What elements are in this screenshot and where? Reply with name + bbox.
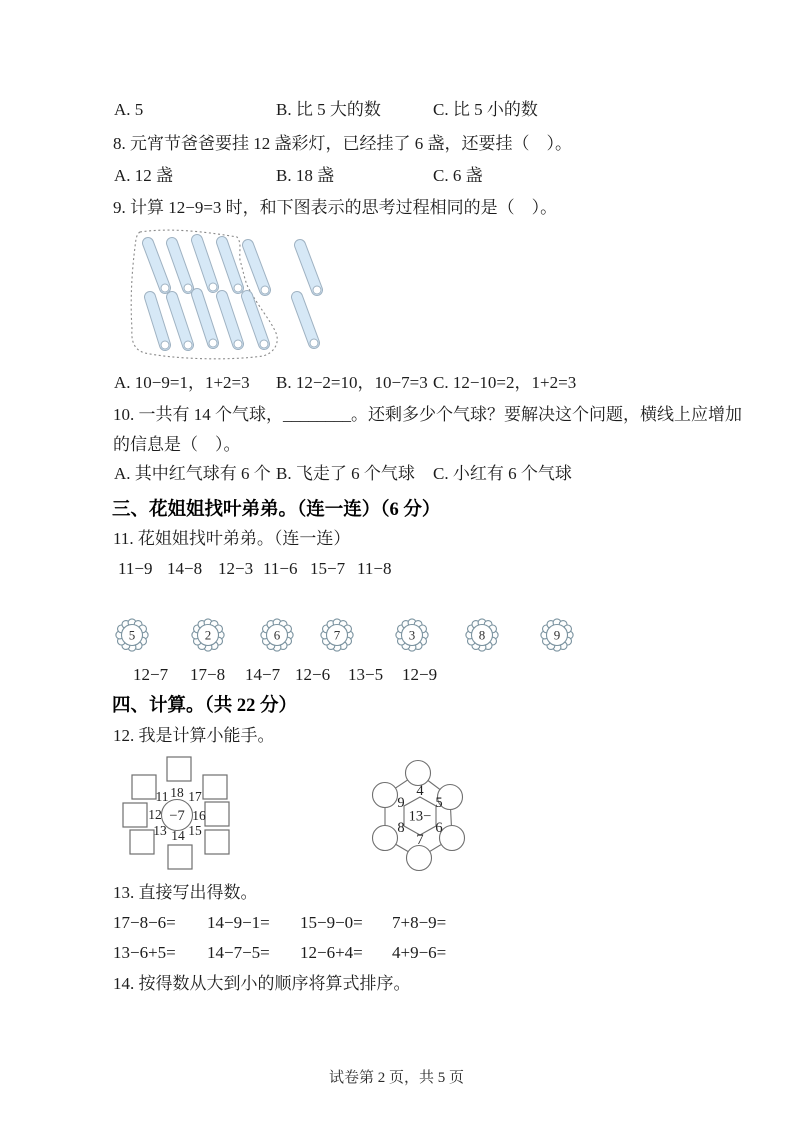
thirteen-minus-hexagon-diagram [372, 750, 472, 872]
answer-box [130, 830, 154, 854]
flower-number: 6 [273, 627, 281, 643]
question-12-stem: 12. 我是计算小能手。 [113, 726, 275, 745]
flower-icon [190, 617, 226, 653]
option-a: A. 10−9=1，1+2=3 [114, 373, 250, 392]
question-7-options [114, 99, 538, 121]
answer-box [123, 803, 147, 827]
question-13-row2 [113, 942, 446, 964]
flower-number: 3 [408, 627, 416, 643]
wheel-number: 11 [155, 789, 169, 804]
expression: 11−9 [118, 559, 153, 578]
wheel-number: 17 [188, 789, 202, 804]
expression: 12−6 [295, 665, 331, 684]
option-b: B. 12−2=10，10−7=3 [276, 373, 428, 392]
expression: 11−6 [263, 559, 298, 578]
question-8-options [114, 165, 483, 187]
expression: 11−8 [357, 559, 392, 578]
hexagon-number: 8 [397, 820, 405, 836]
expression: 7+8−9= [392, 913, 447, 932]
question-11-stem: 11. 花姐姐找叶弟弟。（连一连） [113, 529, 351, 548]
flower-icon [259, 617, 295, 653]
answer-box [132, 775, 156, 799]
expression: 12−3 [218, 559, 254, 578]
hexagon-number: 9 [397, 795, 405, 811]
expression: 14−7−5= [207, 943, 270, 962]
expression: 13−6+5= [113, 943, 176, 962]
option-b: B. 飞走了 6 个气球 [276, 464, 415, 483]
expression: 14−7 [245, 665, 281, 684]
answer-box [203, 775, 227, 799]
expression: 14−8 [167, 559, 203, 578]
answer-circle [440, 826, 465, 851]
wheel-number: 12 [148, 807, 162, 822]
question-14-stem: 14. 按得数从大到小的顺序将算式排序。 [113, 974, 411, 993]
hexagon-number: 7 [416, 832, 424, 848]
flower-icon [394, 617, 430, 653]
flower-number: 7 [333, 627, 341, 643]
flower-icon [464, 617, 500, 653]
answer-circle [407, 846, 432, 871]
wheel-number: 14 [171, 828, 185, 843]
counting-sticks-figure [103, 226, 343, 366]
minus-seven-wheel-diagram [115, 753, 250, 875]
answer-circle [373, 783, 398, 808]
question-8-stem: 8. 元宵节爸爸要挂 12 盏彩灯，已经挂了 6 盏，还要挂（ ）。 [113, 134, 572, 153]
section-4-title: 四、计算。（共 22 分） [112, 696, 298, 716]
expression: 4+9−6= [392, 943, 447, 962]
page-footer: 试卷第 2 页，共 5 页 [328, 1070, 464, 1086]
hexagon-number: 5 [435, 795, 443, 811]
wheel-number: 13 [153, 823, 167, 838]
flower-icon [319, 617, 355, 653]
option-b: B. 比 5 大的数 [276, 100, 381, 119]
question-9-options [114, 372, 576, 394]
question-11-top-expressions [118, 558, 391, 580]
hexagon-number: 6 [435, 820, 443, 836]
question-10-stem-line1: 10. 一共有 14 个气球，________。还剩多少个气球？要解决这个问题，横线上应增加 [113, 405, 742, 424]
answer-box [205, 802, 229, 826]
expression: 14−9−1= [207, 913, 270, 932]
answer-box [168, 845, 192, 869]
flower-icon [114, 617, 150, 653]
wheel-number: 18 [170, 785, 184, 800]
question-9-stem: 9. 计算 12−9=3 时，和下图表示的思考过程相同的是（ ）。 [113, 198, 558, 217]
expression: 13−5 [348, 665, 384, 684]
option-a: A. 5 [114, 100, 144, 119]
expression: 12−7 [133, 665, 169, 684]
expression: 15−7 [310, 559, 346, 578]
wheel-number: 15 [188, 823, 202, 838]
option-c: C. 比 5 小的数 [433, 100, 538, 119]
flower-icon [539, 617, 575, 653]
question-13-row1 [113, 912, 446, 934]
flower-number: 9 [553, 627, 561, 643]
expression: 12−9 [402, 665, 438, 684]
option-a: A. 12 盏 [114, 166, 174, 185]
wheel-number: 16 [192, 808, 206, 823]
option-c: C. 6 盏 [433, 166, 483, 185]
flower-number: 2 [204, 627, 212, 643]
expression: 12−6+4= [300, 943, 363, 962]
wheel-operation: −7 [169, 808, 185, 824]
stick-icons [148, 240, 321, 349]
question-10-stem-line2: 的信息是（ ）。 [113, 435, 241, 454]
hexagon-number: 4 [416, 783, 424, 799]
question-13-stem: 13. 直接写出得数。 [113, 883, 258, 902]
expression: 17−8 [190, 665, 226, 684]
hexagon-operation: 13− [408, 808, 432, 825]
answer-box [167, 757, 191, 781]
option-c: C. 小红有 6 个气球 [433, 464, 572, 483]
answer-circle [373, 826, 398, 851]
flower-number: 8 [478, 627, 486, 643]
expression: 15−9−0= [300, 913, 363, 932]
option-b: B. 18 盏 [276, 166, 335, 185]
section-3-title: 三、花姐姐找叶弟弟。（连一连）（6 分） [112, 500, 441, 520]
question-11-bottom-expressions [133, 664, 437, 686]
option-a: A. 其中红气球有 6 个 [114, 464, 271, 483]
question-10-options [114, 463, 572, 485]
expression: 17−8−6= [113, 913, 176, 932]
option-c: C. 12−10=2，1+2=3 [433, 373, 577, 392]
answer-box [205, 830, 229, 854]
answer-circle [406, 761, 431, 786]
flower-number: 5 [128, 627, 136, 643]
